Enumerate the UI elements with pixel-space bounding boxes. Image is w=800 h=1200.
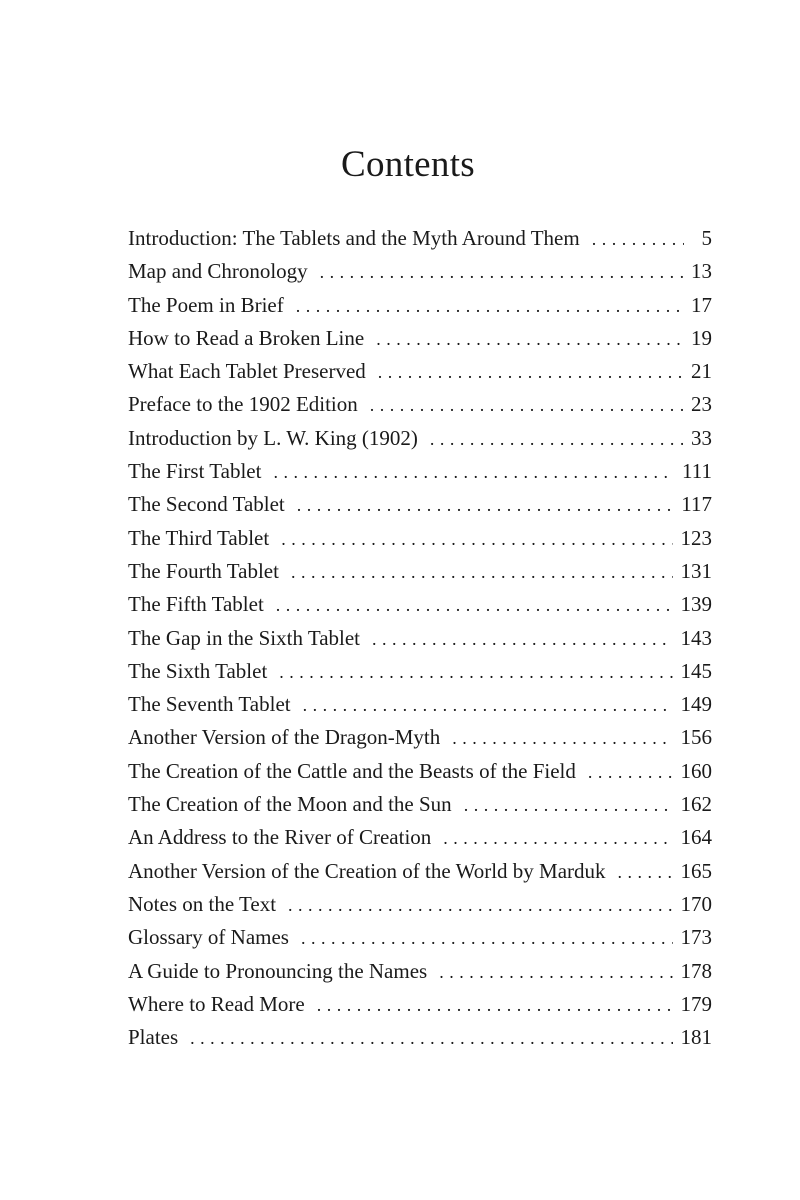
dot-leader	[303, 689, 673, 722]
toc-entry-title: Preface to the 1902 Edition	[128, 392, 358, 417]
dot-leader	[320, 256, 683, 289]
dot-leader	[439, 956, 672, 989]
toc-entry-page-number: 179	[680, 991, 712, 1016]
toc-entry-title: The Third Tablet	[128, 525, 270, 550]
toc-entry-title: Introduction: The Tablets and the Myth Around Them	[128, 226, 580, 250]
toc-entry-page-number: 19	[691, 325, 712, 350]
toc-entry-page-number: 164	[680, 825, 712, 850]
toc-entry-page-number: 17	[691, 292, 712, 317]
toc-entry[interactable]	[128, 388, 712, 421]
toc-entry[interactable]	[128, 488, 712, 521]
dot-leader	[452, 722, 672, 755]
dot-leader	[592, 223, 684, 256]
toc-entry-title: Map and Chronology	[128, 259, 308, 284]
dot-leader	[378, 356, 683, 389]
dot-leader	[443, 822, 672, 855]
toc-entry-page-number: 21	[691, 359, 712, 384]
toc-entry[interactable]	[128, 355, 712, 388]
toc-entry-page-number: 117	[681, 492, 712, 517]
dot-leader	[618, 856, 673, 889]
toc-entry-page-number: 181	[680, 1025, 712, 1050]
toc-entry-title: The Creation of the Moon and the Sun	[128, 792, 452, 817]
toc-entry-page-number: 13	[691, 259, 712, 284]
toc-entry[interactable]	[128, 522, 712, 555]
toc-entry-title: The Fourth Tablet	[128, 558, 279, 583]
toc-entry[interactable]	[128, 422, 712, 455]
dot-leader	[273, 456, 674, 489]
dot-leader	[296, 290, 683, 323]
toc-entry[interactable]	[128, 721, 712, 754]
toc-entry[interactable]	[128, 588, 712, 621]
toc-entry-page-number: 173	[680, 925, 712, 950]
toc-entry[interactable]	[128, 888, 712, 921]
toc-entry-title: Another Version of the Dragon-Myth	[128, 725, 441, 750]
toc-entry-title: How to Read a Broken Line	[128, 325, 365, 350]
dot-leader	[317, 989, 673, 1022]
toc-entry-page-number: 178	[680, 958, 712, 983]
toc-entry[interactable]	[128, 222, 712, 255]
page-title: Contents	[341, 143, 475, 185]
toc-entry-page-number: 33	[691, 425, 712, 450]
toc-entry[interactable]	[128, 955, 712, 988]
toc-entry[interactable]	[128, 688, 712, 721]
toc-entry-page-number: 145	[680, 658, 712, 683]
toc-entry-title: Introduction by L. W. King (1902)	[128, 425, 418, 450]
toc-entry-page-number: 139	[680, 592, 712, 617]
toc-entry[interactable]	[128, 1021, 712, 1054]
toc-entry-title: The Seventh Tablet	[128, 692, 291, 717]
toc-entry-page-number: 143	[680, 625, 712, 650]
toc-entry-title: The Poem in Brief	[128, 292, 284, 317]
toc-entry-page-number: 170	[680, 891, 712, 916]
toc-entry[interactable]	[128, 921, 712, 954]
toc-entry-title: An Address to the River of Creation	[128, 825, 432, 850]
toc-entry[interactable]	[128, 455, 712, 488]
dot-leader	[301, 922, 673, 955]
toc-entry-title: The Gap in the Sixth Tablet	[128, 625, 361, 650]
dot-leader	[376, 323, 683, 356]
toc-entry-page-number: 149	[680, 692, 712, 717]
dot-leader	[370, 389, 683, 422]
dot-leader	[279, 656, 672, 689]
toc-entry-title: The Fifth Tablet	[128, 592, 264, 617]
toc-entry[interactable]	[128, 622, 712, 655]
toc-entry[interactable]	[128, 855, 712, 888]
toc-entry-page-number: 5	[701, 226, 712, 250]
toc-entry-page-number: 165	[680, 858, 712, 883]
toc-entry[interactable]	[128, 289, 712, 322]
dot-leader	[281, 523, 672, 556]
toc-entry-page-number: 160	[680, 758, 712, 783]
dot-leader	[276, 589, 673, 622]
toc-entry-page-number: 123	[680, 525, 712, 550]
dot-leader	[430, 423, 683, 456]
dot-leader	[190, 1022, 672, 1055]
toc-entry-page-number: 162	[680, 792, 712, 817]
toc-entry-page-number: 23	[691, 392, 712, 417]
toc-entry-title: Another Version of the Creation of the World by Marduk	[128, 858, 606, 883]
dot-leader	[372, 623, 672, 656]
toc-entry-title: Glossary of Names	[128, 925, 289, 950]
toc-entry-page-number: 111	[682, 459, 712, 484]
toc-entry[interactable]	[128, 821, 712, 854]
table-of-contents	[128, 222, 712, 1054]
toc-entry[interactable]	[128, 555, 712, 588]
toc-entry-title: Plates	[128, 1025, 179, 1050]
toc-entry-title: What Each Tablet Preserved	[128, 359, 366, 384]
toc-entry-page-number: 131	[680, 558, 712, 583]
toc-entry[interactable]	[128, 755, 712, 788]
toc-entry-title: The Sixth Tablet	[128, 658, 268, 683]
toc-entry-title: Notes on the Text	[128, 891, 277, 916]
toc-entry-title: The Second Tablet	[128, 492, 285, 517]
dot-leader	[297, 489, 674, 522]
dot-leader	[588, 756, 673, 789]
dot-leader	[288, 889, 672, 922]
toc-entry[interactable]	[128, 655, 712, 688]
toc-entry-page-number: 156	[680, 725, 712, 750]
toc-entry-title: The Creation of the Cattle and the Beasts of the Field	[128, 758, 576, 783]
toc-entry-title: The First Tablet	[128, 459, 262, 484]
toc-entry[interactable]	[128, 988, 712, 1021]
toc-entry[interactable]	[128, 255, 712, 288]
toc-entry[interactable]	[128, 322, 712, 355]
toc-entry[interactable]	[128, 788, 712, 821]
dot-leader	[464, 789, 673, 822]
dot-leader	[291, 556, 673, 589]
toc-entry-title: Where to Read More	[128, 991, 305, 1016]
toc-entry-title: A Guide to Pronouncing the Names	[128, 958, 428, 983]
